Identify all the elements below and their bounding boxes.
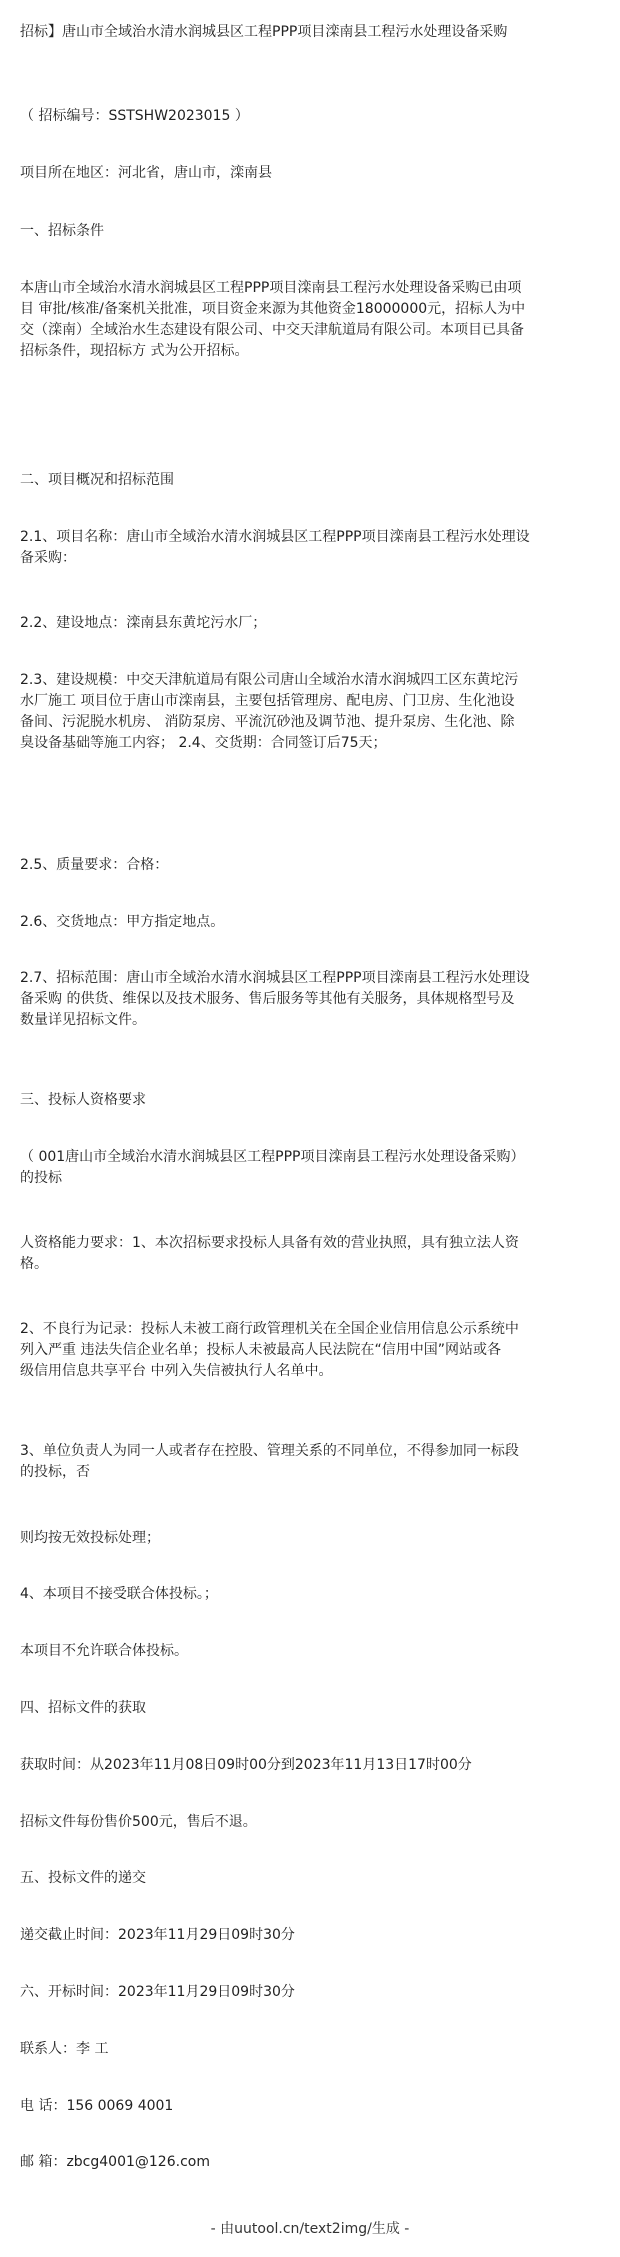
paragraph-line: 级信用信息共享平台 中列入失信被执行人名单中。 <box>20 1363 333 1379</box>
section-heading-qualification: 三、投标人资格要求 <box>20 1092 146 1108</box>
contact-phone: 电 话：156 0069 4001 <box>20 2098 174 2114</box>
contact-person: 联系人：李 工 <box>20 2041 109 2057</box>
paragraph-line: 备间、污泥脱水机房、 消防泵房、平流沉砂池及调节池、提升泵房、生化池、除 <box>20 714 515 730</box>
bid-number: （ 招标编号：SSTSHW2023015 ） <box>20 108 249 124</box>
paragraph-line: 的投标，否 <box>20 1464 90 1480</box>
paragraph-line: 的投标 <box>20 1170 62 1186</box>
conditions-paragraph <box>20 278 605 362</box>
document-title: 招标】唐山市全域治水清水润城县区工程PPP项目滦南县工程污水处理设备采购 <box>20 24 508 40</box>
overview-item-scale <box>20 670 605 754</box>
qualification-consortium-note: 本项目不允许联合体投标。 <box>20 1643 188 1659</box>
paragraph-line: 2.3、建设规模：中交天津航道局有限公司唐山全域治水清水润城四工区东黄坨污 <box>20 672 519 688</box>
documents-acquisition-time: 获取时间：从2023年11月08日09时00分到2023年11月13日17时00分 <box>20 1757 472 1773</box>
project-region: 项目所在地区：河北省，唐山市，滦南县 <box>20 165 272 181</box>
section-heading-conditions: 一、招标条件 <box>20 223 104 239</box>
paragraph-line: 2、不良行为记录：投标人未被工商行政管理机关在全国企业信用信息公示系统中 <box>20 1321 519 1337</box>
qualification-requirement-4: 4、本项目不接受联合体投标。； <box>20 1586 218 1602</box>
paragraph-line: 2.7、招标范围：唐山市全域治水清水润城县区工程PPP项目滦南县工程污水处理设 <box>20 970 530 986</box>
submission-deadline: 递交截止时间：2023年11月29日09时30分 <box>20 1927 295 1943</box>
generator-footer: - 由uutool.cn/text2img/生成 - <box>210 2221 410 2237</box>
paragraph-line: 备采购 的供货、维保以及技术服务、售后服务等其他有关服务，具体规格型号及 <box>20 991 515 1007</box>
paragraph-line: 备采购： <box>20 550 76 566</box>
qualification-requirement-2 <box>20 1319 605 1382</box>
section-heading-documents: 四、招标文件的获取 <box>20 1700 146 1716</box>
paragraph-line: 目 审批/核准/备案机关批准，项目资金来源为其他资金18000000元，招标人为中 <box>20 301 526 317</box>
paragraph-line: 数量详见招标文件。 <box>20 1012 146 1028</box>
paragraph-line: 水厂施工 项目位于唐山市滦南县，主要包括管理房、配电房、门卫房、生化池设 <box>20 693 515 709</box>
contact-email: 邮 箱：zbcg4001@126.com <box>20 2154 210 2170</box>
paragraph-line: 招标条件，现招标方 式为公开招标。 <box>20 343 249 359</box>
qualification-requirement-1 <box>20 1233 605 1275</box>
section-heading-opening-time: 六、开标时间：2023年11月29日09时30分 <box>20 1984 295 2000</box>
paragraph-line: 人资格能力要求：1、本次招标要求投标人具备有效的营业执照，具有独立法人资 <box>20 1235 519 1251</box>
overview-item-scope <box>20 968 605 1031</box>
paragraph-line: 交（滦南）全域治水生态建设有限公司、中交天津航道局有限公司。本项目已具备 <box>20 322 524 338</box>
overview-item-quality: 2.5、质量要求：合格： <box>20 857 169 873</box>
overview-item-delivery: 2.6、交货地点：甲方指定地点。 <box>20 914 225 930</box>
overview-item-name <box>20 527 605 569</box>
paragraph-line: （ 001唐山市全域治水清水润城县区工程PPP项目滦南县工程污水处理设备采购） <box>20 1149 525 1165</box>
paragraph-line: 2.1、项目名称：唐山市全域治水清水润城县区工程PPP项目滦南县工程污水处理设 <box>20 529 530 545</box>
paragraph-line: 列入严重 违法失信企业名单；投标人未被最高人民法院在“信用中国”网站或各 <box>20 1342 501 1358</box>
paragraph-line: 臭设备基础等施工内容； 2.4、交货期：合同签订后75天； <box>20 735 387 751</box>
documents-price: 招标文件每份售价500元，售后不退。 <box>20 1814 257 1830</box>
section-heading-overview: 二、项目概况和招标范围 <box>20 472 174 488</box>
overview-item-location: 2.2、建设地点：滦南县东黄坨污水厂； <box>20 615 267 631</box>
qualification-requirement-3 <box>20 1441 605 1483</box>
qualification-invalid-note: 则均按无效投标处理； <box>20 1530 160 1546</box>
section-heading-submission: 五、投标文件的递交 <box>20 1870 146 1886</box>
paragraph-line: 3、单位负责人为同一人或者存在控股、管理关系的不同单位，不得参加同一标段 <box>20 1443 519 1459</box>
paragraph-line: 本唐山市全域治水清水润城县区工程PPP项目滦南县工程污水处理设备采购已由项 <box>20 280 522 296</box>
qualification-intro <box>20 1147 605 1189</box>
paragraph-line: 格。 <box>20 1256 48 1272</box>
